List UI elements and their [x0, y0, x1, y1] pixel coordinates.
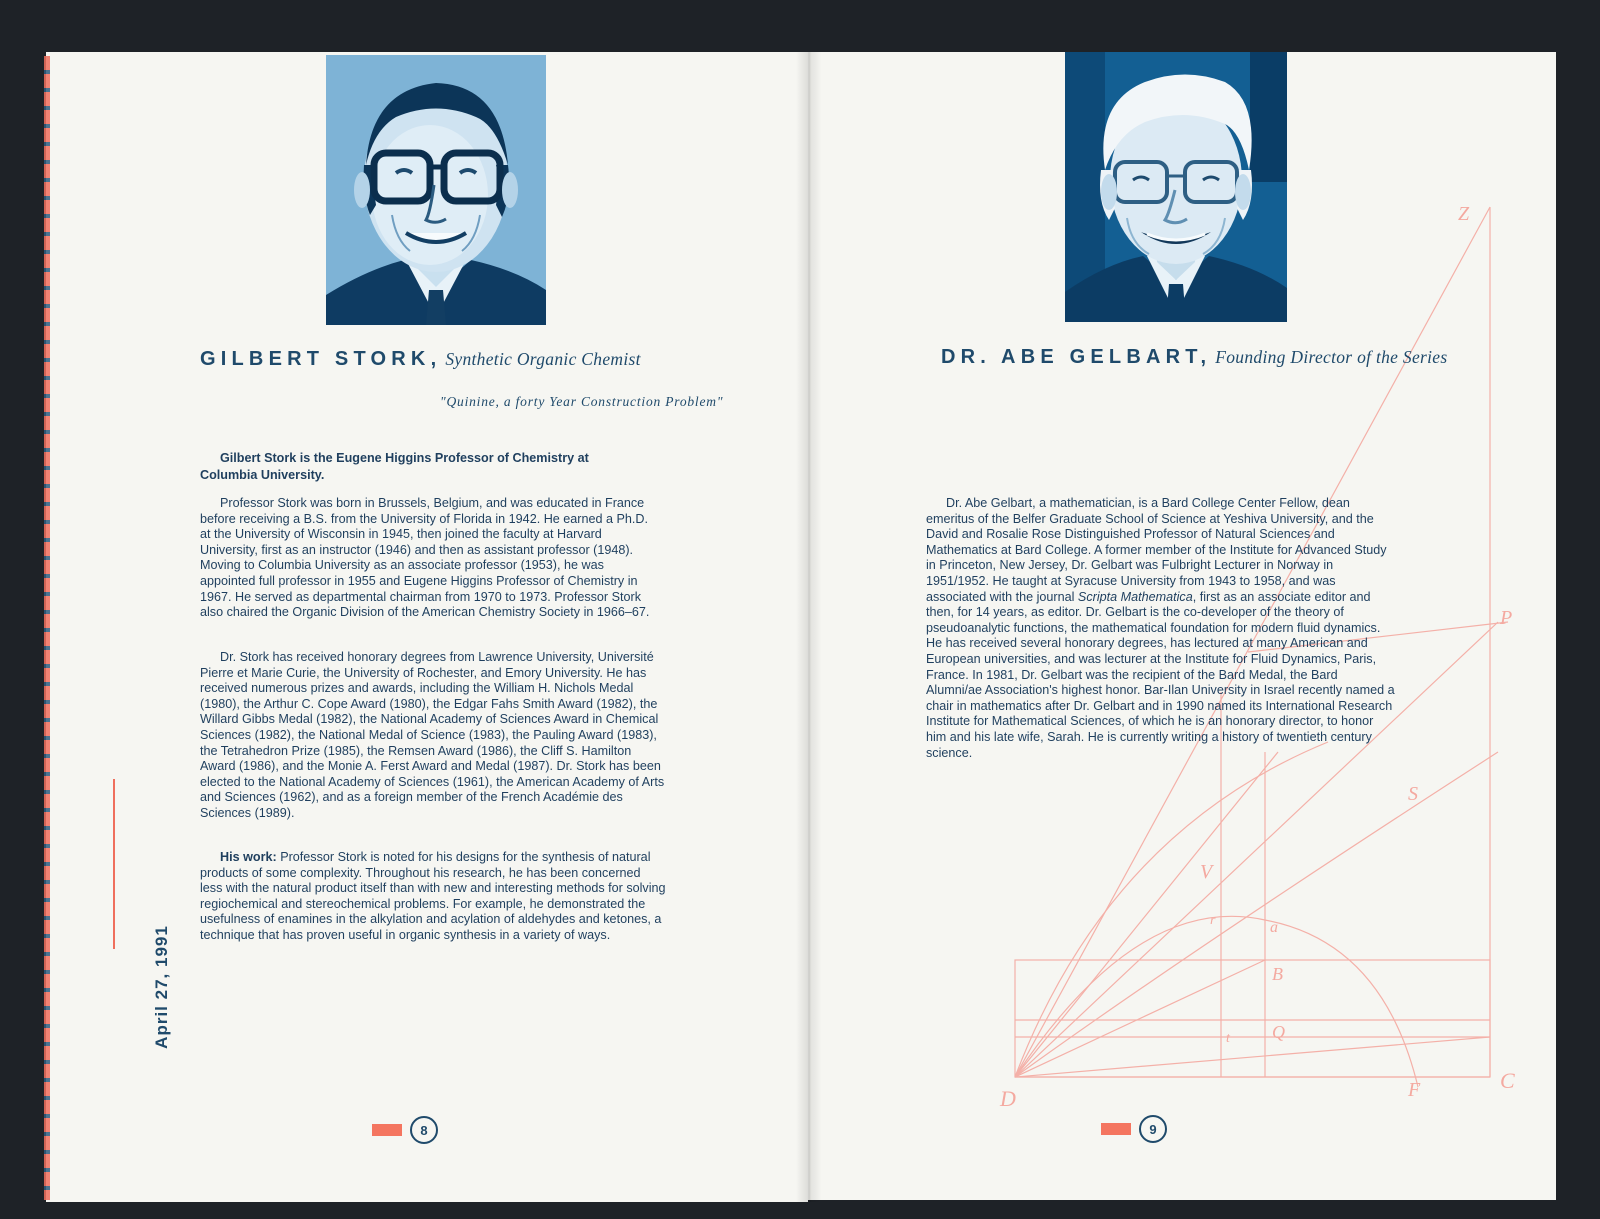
heading-comma: , — [430, 348, 442, 370]
folio-bar — [372, 1124, 402, 1136]
accent-rule — [113, 779, 115, 949]
work-paragraph — [200, 850, 666, 944]
heading-comma: , — [1200, 346, 1212, 368]
journal-title: Scripta Mathematica — [1077, 589, 1193, 604]
heading-stork — [200, 348, 641, 371]
diagram-label-d: D — [1000, 1086, 1016, 1111]
person-role-gelbart: Founding Director of the Series — [1215, 347, 1448, 367]
diagram-label-z: Z — [1458, 203, 1470, 225]
page-number-circle: 9 — [1139, 1115, 1167, 1143]
gelbart-bio — [926, 496, 1396, 761]
bio-text-1: Professor Stork was born in Brussels, Belgium, and was educated in France before receiving a B.S. from the University of Florida in 1942. He earned a Ph.D. at the University of Wisconsin in 1945, then joined the faculty at Harvard University, first as an instructor (1946) and then as assistant professor (1948). Moving to Columbia University as an associate professor (1953), he was appointed full professor in 1955 and Eugene Higgins Professor of Chemistry in 1967. He served as departmental chairman from 1970 to 1973. Professor Stork also chaired the Organic Division of the American Chemistry Society in 1966–67. — [200, 496, 650, 620]
event-date: April 27, 1991 — [152, 925, 171, 1049]
diagram-label-p: P — [1500, 607, 1513, 629]
work-label: His work: — [220, 850, 277, 864]
diagram-label-f: F — [1408, 1079, 1421, 1101]
cover-edge-strip — [44, 56, 50, 1200]
heading-gelbart — [941, 346, 1447, 369]
bio-paragraph-1 — [200, 496, 660, 621]
folio-bar — [1101, 1123, 1131, 1135]
diagram-label-a: a — [1270, 919, 1278, 936]
person-role-stork: Synthetic Organic Chemist — [445, 349, 641, 369]
lead-paragraph — [200, 450, 620, 484]
bio-paragraph-2 — [200, 650, 666, 822]
portrait-photo-stork — [326, 55, 546, 325]
gutter-shadow — [796, 52, 822, 1202]
diagram-label-t: t — [1226, 1031, 1230, 1046]
lead-text: Gilbert Stork is the Eugene Higgins Professor of Chemistry at Columbia University. — [200, 451, 589, 482]
gelbart-bio-text-b: , first as an associate editor and then, for 14 years, as editor. Dr. Gelbart is the co-developer of the theory of pseudoanalytic functions, the mathematical foundation for modern fluid dynamics. He has received several honorary degrees, has lectured at many American and European universities, and was lecturer at the Institute for Fluid Dynamics, Paris, France. In 1981, Dr. Gelbart was the recipient of the Bard Medal, the Bard Alumni/ae Association's highest honor. Bar-Ilan University in Israel recently named a chair in mathematics after Dr. Gelbart and in 1990 named its International Research Institute for Mathematical Sciences, of which he is an honorary director, to honor him and his late wife, Sarah. He is currently writing a history of twentieth century science. — [926, 589, 1395, 760]
page-number-circle: 8 — [410, 1116, 438, 1144]
page-number-8 — [372, 1116, 438, 1144]
bio-text-2: Dr. Stork has received honorary degrees from Lawrence University, Université Pierre et Marie Curie, the University of Rochester, and Emory University. He has received numerous prizes and awards, including the William H. Nichols Medal (1980), the Arthur C. Cope Award (1980), the Edgar Fahs Smith Award (1982), the Willard Gibbs Medal (1982), the National Academy of Sciences Award in Chemical Sciences (1982), the National Medal of Science (1983), the Pauling Award (1983), the Tetrahedron Prize (1985), the Remsen Award (1986), the Cliff S. Hamilton Award (1986), and the Monie A. Ferst Award and Medal (1987). Dr. Stork has been elected to the National Academy of Sciences (1961), the American Academy of Arts and Sciences (1962), and as a foreign member of the French Académie des Sciences (1989). — [200, 650, 665, 820]
person-name-gelbart: DR. ABE GELBART — [941, 346, 1201, 368]
left-page — [46, 52, 808, 1202]
diagram-label-s: S — [1408, 783, 1418, 805]
page-number-9 — [1101, 1115, 1167, 1143]
portrait-photo-gelbart — [1065, 52, 1287, 322]
person-name-stork: GILBERT STORK — [200, 348, 431, 370]
lecture-title: "Quinine, a forty Year Construction Problem" — [440, 394, 724, 409]
diagram-label-c: C — [1500, 1068, 1515, 1093]
diagram-label-q: Q — [1272, 1022, 1285, 1042]
diagram-label-r: r — [1210, 913, 1216, 928]
gelbart-bio-text-a: Dr. Abe Gelbart, a mathematician, is a Bard College Center Fellow, dean emeritus of the Belfer Graduate School of Science at Yeshiva University, and the David and Rosalie Rose Distinguished Professor of Natural Sciences and Mathematics at Bard College. A former member of the Institute for Advanced Study in Princeton, New Jersey, Dr. Gelbart was Fulbright Lecturer in Norway in 1951/1952. He taught at Syracuse University from 1943 to 1958, and was associated with the journal — [926, 496, 1387, 604]
right-page — [808, 52, 1556, 1200]
work-text: Professor Stork is noted for his designs for the synthesis of natural products of some complexity. Throughout his research, he has been concerned less with the natural product itself than with new and interesting methods for solving regiochemical and stereochemical problems. For example, he demonstrated the usefulness of enamines in the alkylation and acylation of aldehydes and ketones, a technique that has proven useful in organic synthesis in a variety of ways. — [200, 850, 666, 942]
diagram-label-b: B — [1272, 964, 1283, 984]
diagram-label-v: V — [1200, 861, 1213, 883]
